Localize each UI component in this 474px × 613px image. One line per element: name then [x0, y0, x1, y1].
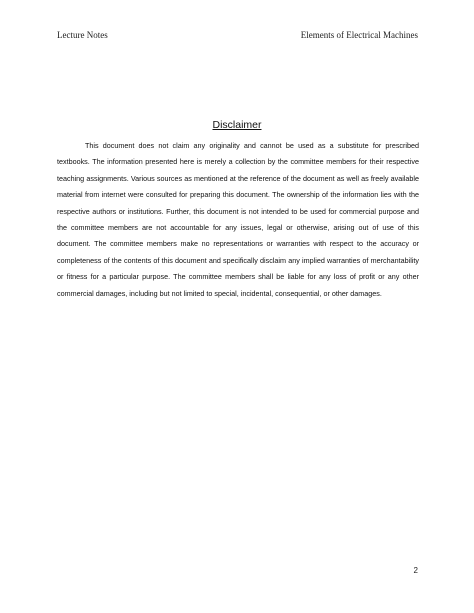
- header-right-text: Elements of Electrical Machines: [300, 30, 418, 40]
- page-number: 2: [413, 566, 418, 575]
- disclaimer-title: Disclaimer: [212, 119, 262, 131]
- header-left-text: Lecture Notes: [57, 30, 108, 40]
- disclaimer-body: This document does not claim any originality and cannot be used as a substitute for prescribed textbooks. The information presented here is merely a collection by the committee members for their respective teaching assignments. Various sources as mentioned at the reference of the document as well as freely available material from internet were consulted for preparing this document. The ownership of the information lies with the respective authors or institutions. Further, this document is not intended to be used for commercial purpose and the committee members are not accountable for any issues, legal or otherwise, arising out of use of this document. The committee members make no representations or warranties with respect to the accuracy or completeness of the contents of this document and specifically disclaim any implied warranties of merchantability or fitness for a particular purpose. The committee members shall be liable for any loss of profit or any other commercial damages, including but not limited to special, incidental, consequential, or other damages.: [57, 141, 419, 298]
